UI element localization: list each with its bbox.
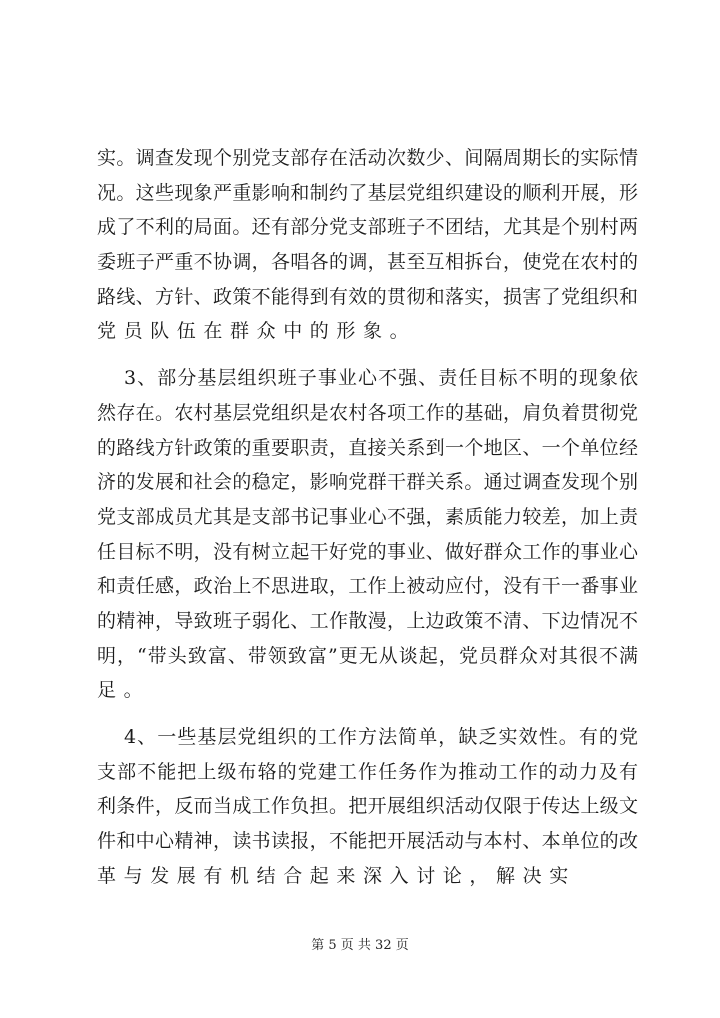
text-line: 况。这些现象严重影响和制约了基层党组织建设的顺利开展，形 bbox=[97, 181, 638, 204]
text-line: 党支部成员尤其是支部书记事业心不强，素质能力较差，加上责 bbox=[97, 505, 638, 528]
text-line: 济的发展和社会的稳定，影响党群干群关系。通过调查发现个别 bbox=[97, 471, 638, 494]
text-line: 利条件，反而当成工作负担。把开展组织活动仅限于传达上级文 bbox=[97, 795, 638, 818]
text-line: 和责任感，政治上不思进取，工作上被动应付，没有干一番事业 bbox=[97, 575, 638, 598]
text-line: 3、部分基层组织班子事业心不强、责任目标不明的现象依 bbox=[124, 367, 638, 390]
paragraph bbox=[97, 720, 638, 893]
paragraph bbox=[97, 361, 638, 708]
text-line: 的精神，导致班子弱化、工作散漫，上边政策不清、下边情况不 bbox=[97, 609, 638, 632]
text-line: 成了不利的局面。还有部分党支部班子不团结，尤其是个别村两 bbox=[97, 216, 638, 239]
text-line: 足。 bbox=[97, 679, 151, 702]
paragraph bbox=[97, 141, 638, 349]
text-line: 的路线方针政策的重要职责，直接关系到一个地区、一个单位经 bbox=[97, 436, 638, 459]
text-line: 路线、方针、政策不能得到有效的贯彻和落实，损害了党组织和 bbox=[97, 285, 638, 308]
text-line: 革与发展有机结合起来深入讨论，解决实 bbox=[97, 864, 576, 887]
text-line: 实。调查发现个别党支部存在活动次数少、间隔周期长的实际情 bbox=[97, 147, 638, 169]
text-line: 支部不能把上级布辂的党建工作任务作为推动工作的动力及有 bbox=[97, 760, 638, 783]
text-line: 4、一些基层党组织的工作方法简单，缺乏实效性。有的党 bbox=[124, 726, 638, 748]
page-footer: 第 5 页 共 32 页 bbox=[311, 938, 409, 953]
text-line: 件和中心精神，读书读报，不能把开展活动与本村、本单位的改 bbox=[97, 830, 638, 853]
document-page bbox=[97, 141, 638, 905]
text-line: 明，“带头致富、带领致富”更无从谈起，党员群众对其很不满 bbox=[97, 644, 638, 667]
text-line: 任目标不明，没有树立起干好党的事业、做好群众工作的事业心 bbox=[97, 540, 638, 563]
text-line: 委班子严重不协调，各唱各的调，甚至互相拆台，使党在农村的 bbox=[97, 251, 638, 274]
text-line: 党员队伍在群众中的形象。 bbox=[97, 320, 417, 343]
text-line: 然存在。农村基层党组织是农村各项工作的基础，肩负着贯彻党 bbox=[97, 401, 638, 424]
